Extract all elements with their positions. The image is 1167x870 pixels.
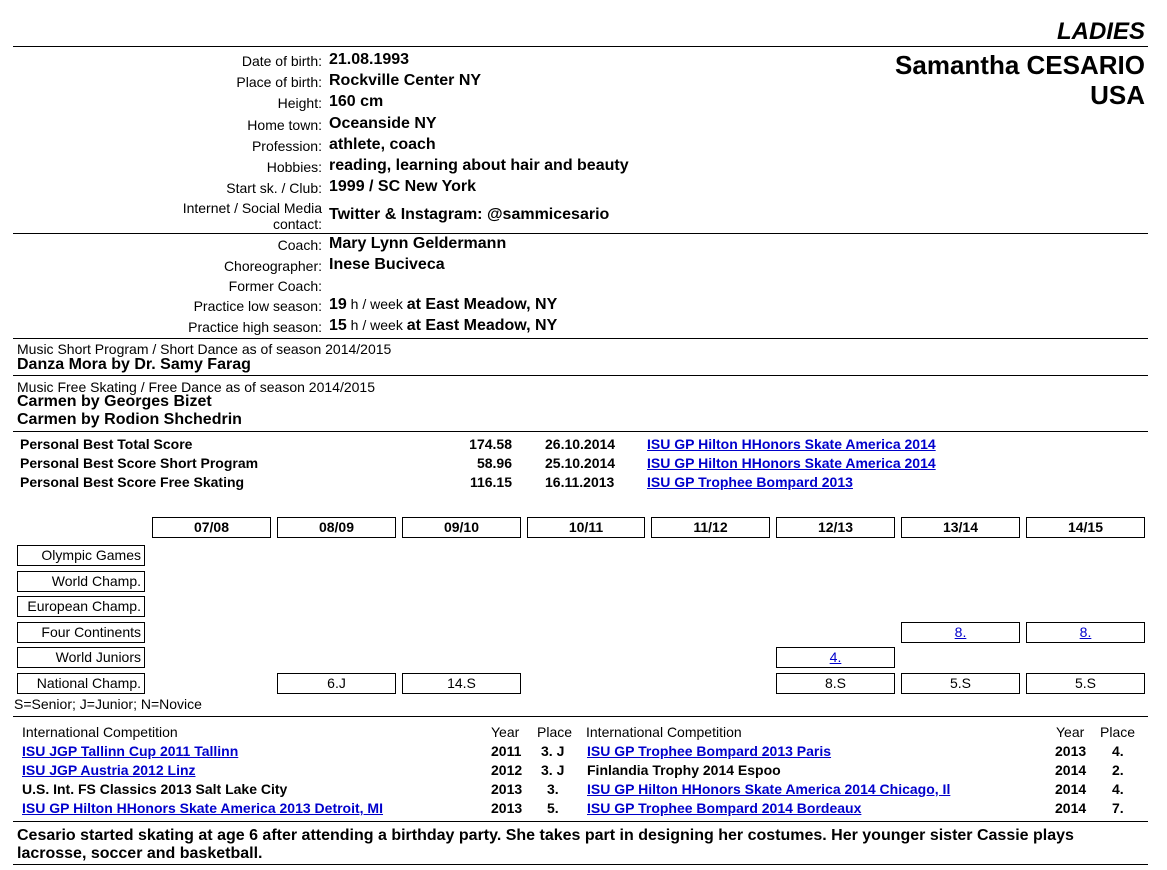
divider [13, 46, 1148, 47]
hometown-value: Oceanside NY [329, 115, 437, 132]
intl-comp-name: U.S. Int. FS Classics 2013 Salt Lake City [22, 781, 288, 797]
intl-comp-link[interactable]: ISU JGP Tallinn Cup 2011 Tallinn [22, 743, 239, 759]
social-value: Twitter & Instagram: @sammicesario [329, 206, 610, 223]
intl-comp-link[interactable]: ISU GP Hilton HHonors Skate America 2014 Chicago, Il [587, 781, 951, 797]
pb-total-label: Personal Best Total Score [20, 436, 193, 452]
divider [13, 821, 1148, 822]
intl-comp-place: 4. [1112, 743, 1124, 759]
pb-short-date: 25.10.2014 [545, 455, 616, 471]
pb-short-label: Personal Best Score Short Program [20, 455, 259, 471]
pb-free-event-link[interactable]: ISU GP Trophee Bompard 2013 [647, 474, 853, 490]
divider [13, 233, 1148, 234]
practice-low-unit: h / week [346, 296, 407, 312]
intl-comp-link[interactable]: ISU GP Trophee Bompard 2013 Paris [587, 743, 832, 759]
intl-comp-year: 2013 [491, 800, 523, 816]
european-champ-label: European Champ. [17, 596, 145, 617]
intl-comp-name: Finlandia Trophy 2014 Espoo [587, 762, 781, 778]
biography-notes: Cesario started skating at age 6 after attending a birthday party. She takes part in designing her costumes. Her younger sister Cassie plays lacrosse, soccer and basketball. [17, 827, 1074, 862]
height-value: 160 cm [329, 93, 384, 110]
intl-comp-year: 2014 [1055, 781, 1087, 797]
season-header: 12/13 [776, 517, 895, 538]
intl-comp-year: 2014 [1055, 800, 1087, 816]
four-continents-1314-link[interactable]: 8. [954, 624, 967, 640]
intl-comp-year: 2011 [491, 743, 522, 759]
practice-low-value [329, 296, 557, 314]
practice-high-unit: h / week [346, 317, 407, 333]
coach-value: Mary Lynn Geldermann [329, 235, 507, 252]
intl-comp-link[interactable]: ISU GP Trophee Bompard 2014 Bordeaux [587, 800, 862, 816]
divider [13, 864, 1148, 865]
practice-high-hours: 15 [329, 317, 347, 334]
intl-comp-place: 5. [547, 800, 559, 816]
season-header: 08/09 [277, 517, 396, 538]
intl-comp-year: 2012 [491, 762, 523, 778]
short-music-heading: Music Short Program / Short Dance as of season 2014/2015 [17, 341, 392, 357]
intl-comp-link[interactable]: ISU JGP Austria 2012 Linz [22, 762, 196, 778]
start-club-label: Start sk. / Club: [226, 180, 322, 196]
profession-value: athlete, coach [329, 136, 436, 153]
nationals-1213-cell: 8.S [776, 673, 895, 694]
hobbies-label: Hobbies: [266, 159, 322, 175]
nationals-1314-cell: 5.S [901, 673, 1020, 694]
intl-comp-year: 2014 [1055, 762, 1087, 778]
intl-comp-place: 3. [547, 781, 559, 797]
olympic-games-label: Olympic Games [17, 545, 145, 566]
pb-short-score: 58.96 [476, 455, 512, 471]
choreographer-label: Choreographer: [223, 258, 322, 274]
intl-left-place-header: Place [537, 724, 573, 740]
free-music-title-2: Carmen by Rodion Shchedrin [17, 411, 242, 428]
season-header: 07/08 [152, 517, 271, 538]
hobbies-value: reading, learning about hair and beauty [329, 157, 629, 174]
practice-low-label: Practice low season: [193, 298, 322, 314]
hometown-label: Home town: [247, 117, 322, 133]
four-continents-1415-link[interactable]: 8. [1079, 624, 1092, 640]
season-header: 09/10 [402, 517, 521, 538]
four-continents-1314-cell [901, 622, 1020, 643]
skater-country: USA [1090, 80, 1145, 110]
nationals-0809-cell: 6.J [277, 673, 396, 694]
practice-low-hours: 19 [329, 296, 347, 313]
practice-high-label: Practice high season: [188, 319, 322, 335]
intl-right-year-header: Year [1056, 724, 1085, 740]
world-champ-label: World Champ. [17, 571, 145, 592]
level-legend: S=Senior; J=Junior; N=Novice [14, 696, 202, 712]
pb-total-event-link[interactable]: ISU GP Hilton HHonors Skate America 2014 [647, 436, 936, 452]
skater-name: Samantha CESARIO [895, 50, 1145, 80]
intl-comp-place: 3. J [541, 743, 565, 759]
pob-value: Rockville Center NY [329, 72, 482, 89]
dob-label: Date of birth: [241, 53, 322, 69]
world-juniors-1213-link[interactable]: 4. [829, 649, 842, 665]
intl-comp-link[interactable]: ISU GP Hilton HHonors Skate America 2013 Detroit, MI [22, 800, 383, 816]
profession-label: Profession: [251, 138, 322, 154]
pb-free-label: Personal Best Score Free Skating [20, 474, 245, 490]
social-label-line2: contact: [272, 216, 322, 232]
free-music-title-1: Carmen by Georges Bizet [17, 393, 212, 410]
season-header: 13/14 [901, 517, 1020, 538]
nationals-0910-cell: 14.S [402, 673, 521, 694]
pb-total-date: 26.10.2014 [545, 436, 616, 452]
start-club-value: 1999 / SC New York [329, 178, 477, 195]
height-label: Height: [277, 95, 322, 111]
practice-low-place: at East Meadow, NY [406, 296, 558, 313]
choreographer-value: Inese Buciveca [329, 256, 445, 273]
dob-value: 21.08.1993 [329, 51, 410, 68]
pb-total-score: 174.58 [469, 436, 512, 452]
practice-high-place: at East Meadow, NY [406, 317, 558, 334]
season-header: 11/12 [651, 517, 770, 538]
four-continents-label: Four Continents [17, 622, 145, 643]
world-juniors-1213-cell [776, 647, 895, 668]
former-coach-label: Former Coach: [228, 278, 322, 294]
intl-left-comp-header: International Competition [22, 724, 178, 740]
short-music-title: Danza Mora by Dr. Samy Farag [17, 356, 251, 373]
four-continents-1415-cell [1026, 622, 1145, 643]
intl-comp-place: 4. [1112, 781, 1124, 797]
category-title: LADIES [1056, 18, 1145, 45]
pb-free-score: 116.15 [469, 474, 512, 490]
pb-short-event-link[interactable]: ISU GP Hilton HHonors Skate America 2014 [647, 455, 936, 471]
world-juniors-label: World Juniors [17, 647, 145, 668]
free-music-heading: Music Free Skating / Free Dance as of season 2014/2015 [17, 379, 375, 395]
intl-comp-place: 3. J [541, 762, 565, 778]
social-label-line1: Internet / Social Media [182, 200, 322, 216]
pob-label: Place of birth: [236, 74, 322, 90]
intl-right-place-header: Place [1100, 724, 1136, 740]
divider [13, 338, 1148, 339]
season-header: 10/11 [527, 517, 645, 538]
divider [13, 431, 1148, 432]
divider [13, 375, 1148, 376]
intl-comp-year: 2013 [491, 781, 523, 797]
practice-high-value [329, 317, 557, 335]
intl-comp-place: 7. [1112, 800, 1124, 816]
intl-left-year-header: Year [491, 724, 520, 740]
intl-right-comp-header: International Competition [586, 724, 742, 740]
intl-comp-place: 2. [1112, 762, 1124, 778]
nationals-1415-cell: 5.S [1026, 673, 1145, 694]
national-champ-label: National Champ. [17, 673, 145, 694]
pb-free-date: 16.11.2013 [545, 474, 615, 490]
intl-comp-year: 2013 [1055, 743, 1087, 759]
divider [13, 716, 1148, 717]
season-header: 14/15 [1026, 517, 1145, 538]
coach-label: Coach: [277, 237, 322, 253]
